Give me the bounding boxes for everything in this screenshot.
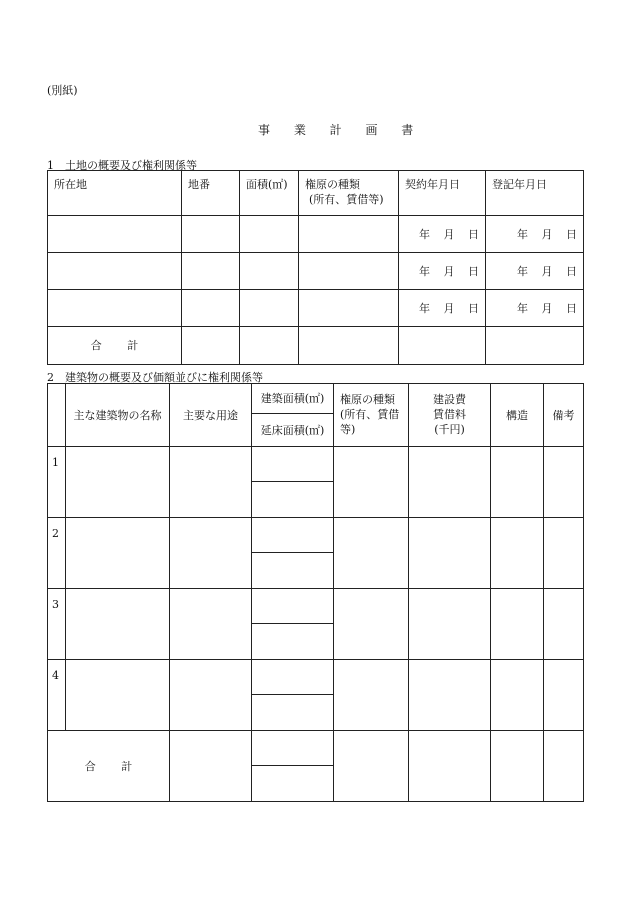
right-type-cell[interactable] <box>299 216 399 253</box>
row-number: 2 <box>48 518 66 589</box>
lot-number-cell[interactable] <box>182 253 240 290</box>
lot-number-total-cell[interactable] <box>182 327 240 365</box>
land-table <box>47 170 584 365</box>
header-lot-number: 地番 <box>182 171 240 216</box>
header-right-type-note: (所有、賃借等) <box>309 193 384 206</box>
header-area: 面積(㎡) <box>240 171 299 216</box>
land-total-row <box>48 327 584 365</box>
area-total-cell[interactable] <box>240 327 299 365</box>
cost-cell[interactable] <box>409 660 491 731</box>
header-right-type-label: 権原の種類 <box>305 178 360 191</box>
row-number: 4 <box>48 660 66 731</box>
land-row <box>48 216 584 253</box>
annex-label: (別紙) <box>47 84 78 97</box>
building-name-cell[interactable] <box>66 589 170 660</box>
building-total-row <box>48 731 584 766</box>
header-contract-date: 契約年月日 <box>399 171 486 216</box>
use-cell[interactable] <box>170 589 252 660</box>
location-cell[interactable] <box>48 216 182 253</box>
header-right-type <box>334 384 409 447</box>
structure-cell[interactable] <box>491 518 544 589</box>
floor-area-cell[interactable] <box>252 553 334 589</box>
remarks-cell[interactable] <box>544 447 584 518</box>
structure-cell[interactable] <box>491 660 544 731</box>
contract-date-cell[interactable]: 年 月 日 <box>399 216 486 253</box>
building-table-header-row <box>48 384 584 414</box>
row-number: 1 <box>48 447 66 518</box>
lot-number-cell[interactable] <box>182 216 240 253</box>
right-type-cell[interactable] <box>299 290 399 327</box>
header-building-area: 建築面積(㎡) <box>252 384 334 414</box>
registration-date-cell[interactable]: 年 月 日 <box>486 253 584 290</box>
cost-cell[interactable] <box>409 447 491 518</box>
lot-number-cell[interactable] <box>182 290 240 327</box>
right-type-cell[interactable] <box>334 589 409 660</box>
use-cell[interactable] <box>170 447 252 518</box>
use-cell[interactable] <box>170 518 252 589</box>
remarks-cell[interactable] <box>544 660 584 731</box>
floor-area-cell[interactable] <box>252 624 334 660</box>
header-building-name: 主な建築物の名称 <box>66 384 170 447</box>
area-cell[interactable] <box>240 253 299 290</box>
floor-area-cell[interactable] <box>252 695 334 731</box>
header-structure: 構造 <box>491 384 544 447</box>
cost-cell[interactable] <box>409 518 491 589</box>
header-number-cell <box>48 384 66 447</box>
right-type-cell[interactable] <box>334 518 409 589</box>
structure-cell[interactable] <box>491 447 544 518</box>
area-cell[interactable] <box>240 290 299 327</box>
structure-cell[interactable] <box>491 589 544 660</box>
document-title: 事 業 計 画 書 <box>258 123 424 137</box>
contract-date-cell[interactable]: 年 月 日 <box>399 253 486 290</box>
header-cost-line-1: 建設費 <box>433 393 466 406</box>
header-right-type <box>299 171 399 216</box>
building-total-label: 合 計 <box>48 731 170 802</box>
cost-total-cell[interactable] <box>409 731 491 802</box>
building-area-cell[interactable] <box>252 660 334 695</box>
section1-heading: 1 土地の概要及び権利関係等 <box>47 159 197 172</box>
location-cell[interactable] <box>48 290 182 327</box>
header-right-type-note-2: 等) <box>340 423 356 436</box>
remarks-cell[interactable] <box>544 518 584 589</box>
header-cost-line-3: (千円) <box>434 423 465 436</box>
structure-total-cell[interactable] <box>491 731 544 802</box>
header-right-type-note-1: (所有、賃借 <box>340 408 400 421</box>
header-remarks: 備考 <box>544 384 584 447</box>
building-area-cell[interactable] <box>252 589 334 624</box>
building-row <box>48 447 584 482</box>
section2-heading: 2 建築物の概要及び価額並びに権利関係等 <box>47 371 263 384</box>
land-row <box>48 290 584 327</box>
building-table <box>47 383 584 802</box>
header-floor-area: 延床面積(㎡) <box>252 414 334 447</box>
building-area-cell[interactable] <box>252 518 334 553</box>
header-registration-date: 登記年月日 <box>486 171 584 216</box>
header-use: 主要な用途 <box>170 384 252 447</box>
building-area-total-cell[interactable] <box>252 731 334 766</box>
header-location: 所在地 <box>48 171 182 216</box>
right-type-cell[interactable] <box>334 660 409 731</box>
cost-cell[interactable] <box>409 589 491 660</box>
header-cost <box>409 384 491 447</box>
contract-date-total-cell[interactable] <box>399 327 486 365</box>
right-type-cell[interactable] <box>334 447 409 518</box>
row-number: 3 <box>48 589 66 660</box>
use-cell[interactable] <box>170 660 252 731</box>
floor-area-total-cell[interactable] <box>252 766 334 802</box>
contract-date-cell[interactable]: 年 月 日 <box>399 290 486 327</box>
land-table-header-row <box>48 171 584 216</box>
header-right-type-label: 権原の種類 <box>340 393 395 406</box>
floor-area-cell[interactable] <box>252 482 334 518</box>
land-row <box>48 253 584 290</box>
right-type-total-cell[interactable] <box>299 327 399 365</box>
building-name-cell[interactable] <box>66 447 170 518</box>
remarks-total-cell[interactable] <box>544 731 584 802</box>
location-cell[interactable] <box>48 253 182 290</box>
registration-date-total-cell[interactable] <box>486 327 584 365</box>
area-cell[interactable] <box>240 216 299 253</box>
building-name-cell[interactable] <box>66 518 170 589</box>
building-row <box>48 660 584 695</box>
right-type-cell[interactable] <box>299 253 399 290</box>
use-total-cell[interactable] <box>170 731 252 802</box>
registration-date-cell[interactable]: 年 月 日 <box>486 216 584 253</box>
land-total-label: 合 計 <box>48 327 182 365</box>
remarks-cell[interactable] <box>544 589 584 660</box>
right-type-total-cell[interactable] <box>334 731 409 802</box>
building-row <box>48 518 584 553</box>
registration-date-cell[interactable]: 年 月 日 <box>486 290 584 327</box>
building-row <box>48 589 584 624</box>
building-area-cell[interactable] <box>252 447 334 482</box>
building-name-cell[interactable] <box>66 660 170 731</box>
header-cost-line-2: 賃借料 <box>433 408 466 421</box>
